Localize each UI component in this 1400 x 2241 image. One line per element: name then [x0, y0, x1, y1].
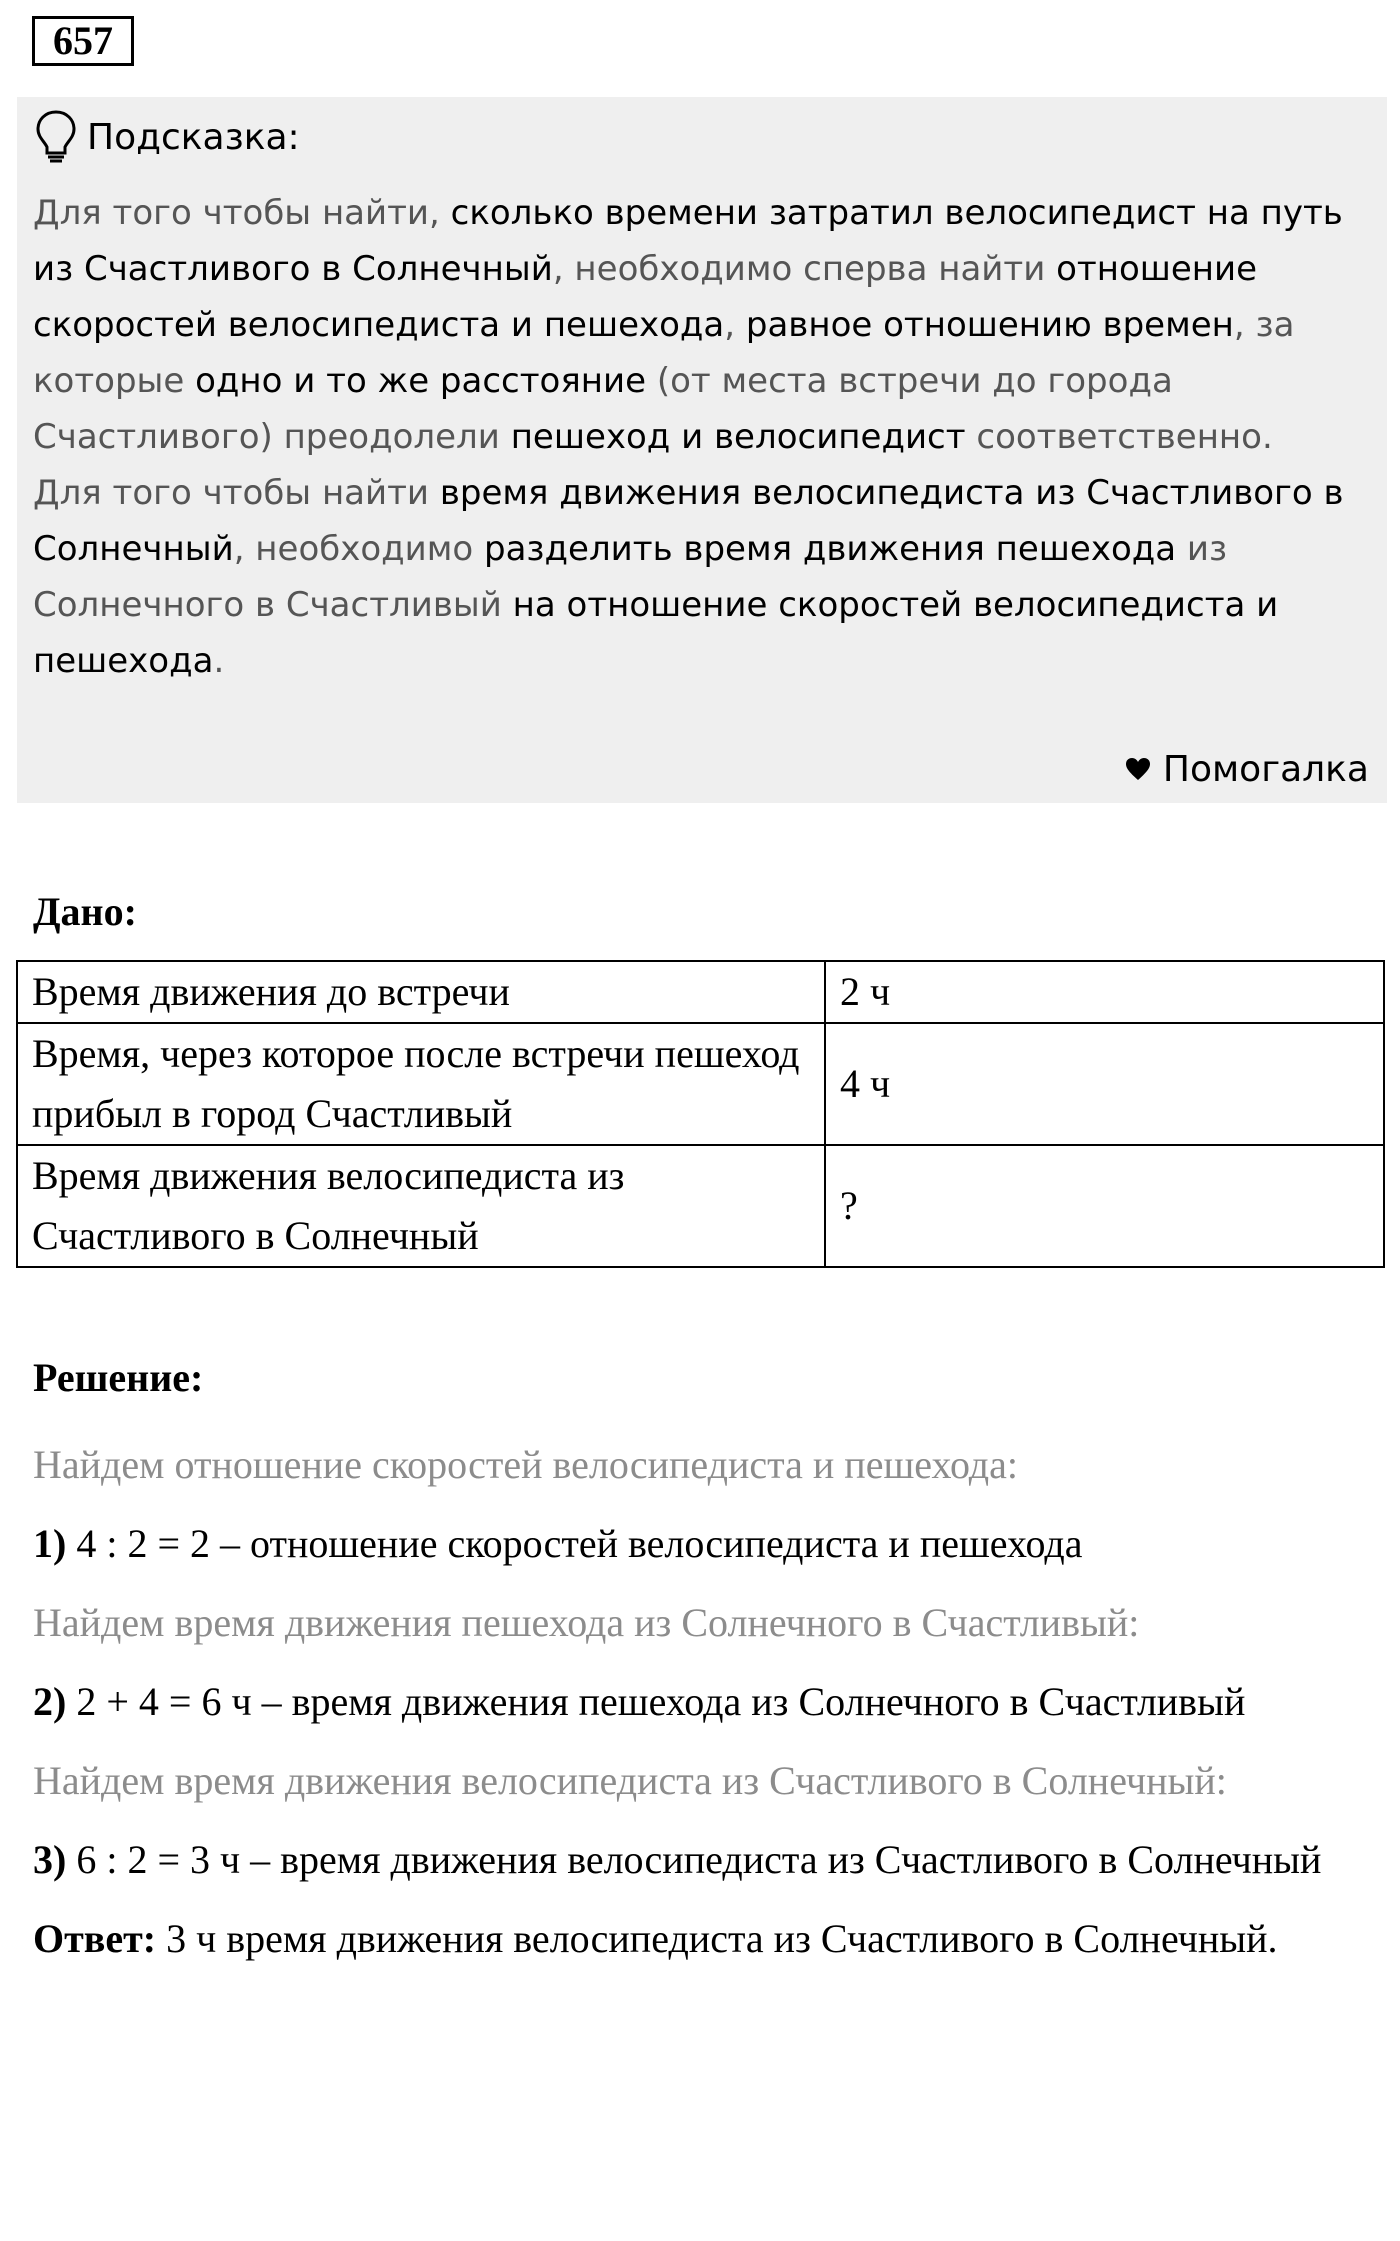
- solution-step-1: [33, 1504, 1373, 1583]
- given-name-1: Время движения до встречи: [17, 961, 825, 1023]
- solution: [33, 1425, 1373, 1978]
- answer-label: Ответ:: [33, 1916, 157, 1961]
- given-name-2: Время, через которое после встречи пешеход прибыл в город Счастливый: [17, 1023, 825, 1145]
- hint-emphasis-paragraph2-3: разделить время движения пешехода: [484, 529, 1177, 569]
- step-number-1: 1): [33, 1521, 67, 1566]
- hint-segment-paragraph2-4: из Солнечного в Счастливый: [33, 529, 1228, 625]
- step-text-2: 2 + 4 = 6 ч – время движения пешехода из Солнечного в Счастливый: [66, 1679, 1246, 1724]
- credit: [1125, 741, 1369, 797]
- hint-box: [17, 97, 1387, 803]
- table-row: [17, 961, 1384, 1023]
- table-row: [17, 1023, 1384, 1145]
- answer: [33, 1899, 1373, 1978]
- hint-emphasis-paragraph2-5: на отношение скоростей велосипедиста и пешехода: [33, 585, 1279, 681]
- given-name-3: Время движения велосипедиста из Счастливого в Солнечный: [17, 1145, 825, 1267]
- credit-label: Помогалка: [1162, 748, 1369, 790]
- hint-text: [33, 185, 1373, 689]
- hint-emphasis-paragraph2-1: время движения велосипедиста из Счастливого в Солнечный: [33, 473, 1344, 569]
- solution-step-2: [33, 1662, 1373, 1741]
- given-value-2: 4 ч: [825, 1023, 1384, 1145]
- solution-label: Решение:: [33, 1355, 204, 1400]
- solution-intro-3: Найдем время движения велосипедиста из Счастливого в Солнечный:: [33, 1758, 1227, 1803]
- hint-emphasis-paragraph1-1: сколько времени затратил велосипедист на путь из Счастливого в Солнечный: [33, 193, 1343, 289]
- answer-text: 3 ч время движения велосипедиста из Счастливого в Солнечный.: [156, 1916, 1278, 1961]
- hint-paragraph-1: [33, 185, 1373, 465]
- hint-segment-paragraph1-0: Для того чтобы найти,: [33, 193, 451, 233]
- solution-step-3: [33, 1820, 1373, 1899]
- hint-emphasis-paragraph1-3: отношение скоростей велосипедиста и пешехода: [33, 249, 1258, 345]
- hint-segment-paragraph1-10: соответственно.: [965, 417, 1273, 457]
- hint-emphasis-paragraph1-9: пешеход и велосипедист: [510, 417, 966, 457]
- hint-segment-paragraph1-8: (от места встречи до города Счастливого) преодолели: [33, 361, 1173, 457]
- hint-segment-paragraph2-2: , необходимо: [233, 529, 485, 569]
- step-text-1: 4 : 2 = 2 – отношение скоростей велосипедиста и пешехода: [66, 1521, 1083, 1566]
- task-number: 657: [32, 16, 134, 66]
- heart-icon: [1125, 757, 1151, 781]
- solution-intro-1: Найдем отношение скоростей велосипедиста и пешехода:: [33, 1442, 1019, 1487]
- step-number-3: 3): [33, 1837, 67, 1882]
- hint-emphasis-paragraph1-7: одно и то же расстояние: [195, 361, 647, 401]
- hint-title: Подсказка:: [87, 116, 300, 158]
- step-number-2: 2): [33, 1679, 67, 1724]
- given-value-1: 2 ч: [825, 961, 1384, 1023]
- hint-segment-paragraph2-6: .: [213, 641, 225, 681]
- table-row: [17, 1145, 1384, 1267]
- given-table: [16, 960, 1385, 1268]
- given-label: Дано:: [33, 889, 137, 934]
- hint-segment-paragraph1-2: , необходимо сперва найти: [552, 249, 1057, 289]
- hint-segment-paragraph1-4: ,: [724, 305, 746, 345]
- hint-segment-paragraph1-6: , за которые: [33, 305, 1295, 401]
- lightbulb-icon: [35, 109, 77, 165]
- hint-header: [35, 107, 300, 167]
- hint-paragraph-2: [33, 465, 1373, 689]
- hint-emphasis-paragraph1-5: равное отношению времен: [745, 305, 1234, 345]
- given-value-3: ?: [825, 1145, 1384, 1267]
- step-text-3: 6 : 2 = 3 ч – время движения велосипедиста из Счастливого в Солнечный: [66, 1837, 1322, 1882]
- hint-segment-paragraph2-0: Для того чтобы найти: [33, 473, 440, 513]
- solution-intro-2: Найдем время движения пешехода из Солнечного в Счастливый:: [33, 1600, 1140, 1645]
